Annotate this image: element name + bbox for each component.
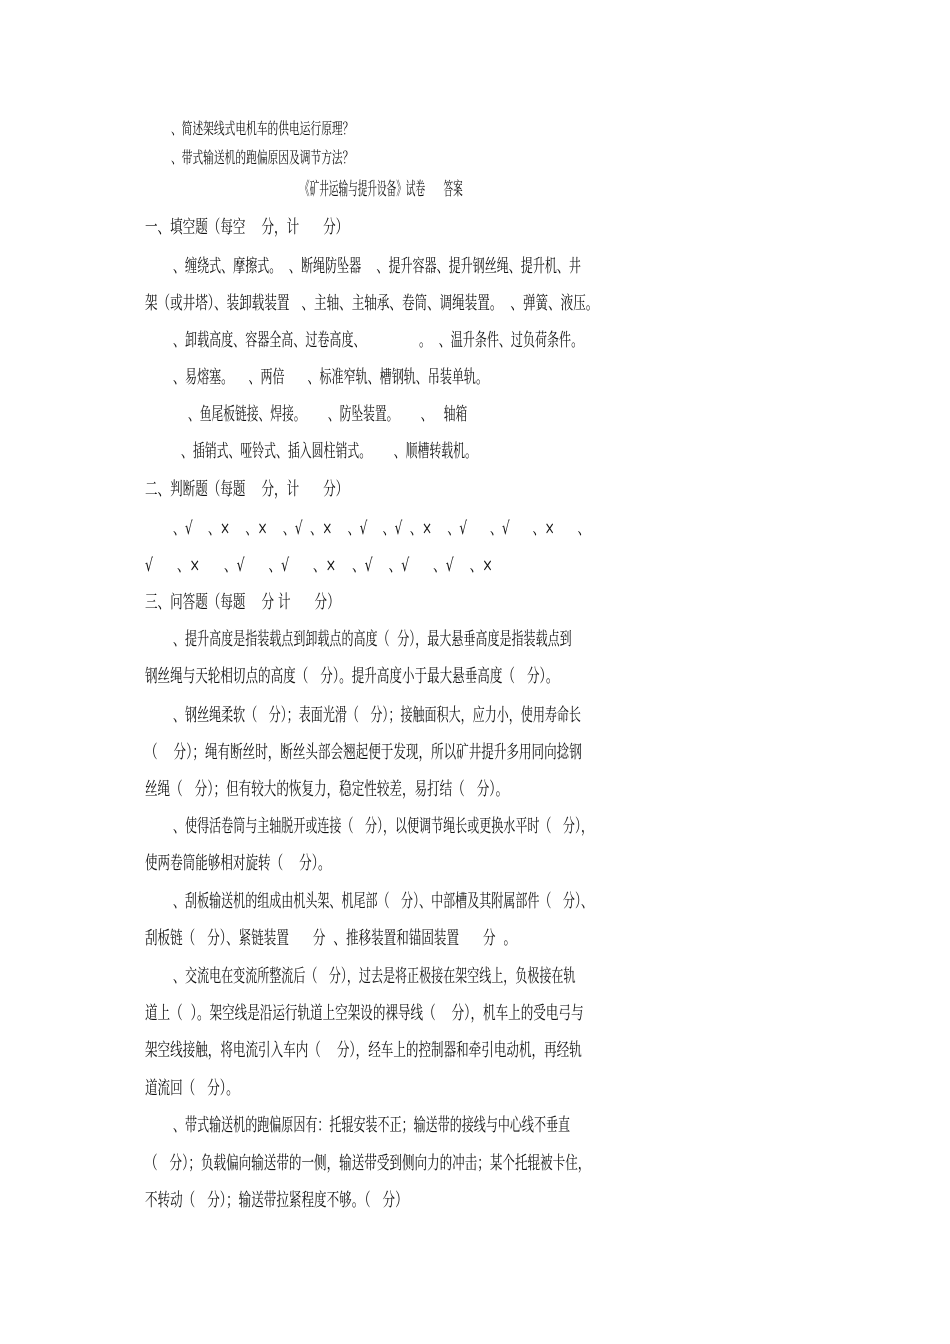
answer-line: （ 分）；绳有断丝时，断丝头部会翘起便于发现，所以矿井提升多用同向捻钢 xyxy=(145,742,582,763)
question-line: 、带式输送机的跑偏原因及调节方法？ xyxy=(171,148,354,167)
answer-line: 钢丝绳与天轮相切点的高度（ 分）。提升高度小于最大悬垂高度（ 分）。 xyxy=(145,666,559,687)
answer-line: √ 、× 、√ 、√ 、× 、√ 、√ 、√ 、× xyxy=(145,555,493,576)
answer-line: 道上（ ）。架空线是沿运行轨道上空架设的裸导线（ 分），机车上的受电弓与 xyxy=(145,1003,584,1024)
answer-line: 、带式输送机的跑偏原因有：托辊安装不正；输送带的接线与中心线不垂直 xyxy=(173,1115,571,1136)
answer-line: 、提升高度是指装载点到卸载点的高度（ 分），最大悬垂高度是指装载点到 xyxy=(173,629,572,650)
answer-line: 、卸载高度、容器全高、过卷高度、 。 、温升条件、过负荷条件。 xyxy=(173,330,584,351)
answer-line: 、钢丝绳柔软（ 分）；表面光滑（ 分）；接触面积大，应力小，使用寿命长 xyxy=(173,705,581,726)
section-heading-fill-in: 一、填空题（每空 分，计 分） xyxy=(145,217,349,238)
answer-line: 、缠绕式、摩擦式。 、断绳防坠器 、提升容器、提升钢丝绳、提升机、井 xyxy=(173,256,581,277)
answer-line: 架（或井塔）、装卸载装置 、主轴、主轴承、卷筒、调绳装置。 、弹簧、液压。 xyxy=(145,293,599,314)
answer-line: 道流回（ 分）。 xyxy=(145,1078,239,1099)
answer-line: 不转动（ 分）；输送带拉紧程度不够。（ 分） xyxy=(145,1190,408,1211)
answer-line: （ 分）；负载偏向输送带的一侧，输送带受到侧向力的冲击；某个托辊被卡住， xyxy=(145,1153,591,1174)
answer-line: 、鱼尾板链接、焊接。 、防坠装置。 、 轴箱 xyxy=(188,404,468,425)
answer-line: 、易熔塞。 、两倍 、标准窄轨、槽钢轨、吊装单轨。 xyxy=(173,367,488,388)
section-heading-short-answer: 三、问答题（每题 分 计 分） xyxy=(145,592,340,613)
answer-line: 刮板链（ 分）、紧链装置 分 、推移装置和锚固装置 分 。 xyxy=(145,928,517,949)
answer-line: 、交流电在变流所整流后（ 分），过去是将正极接在架空线上，负极接在轨 xyxy=(173,966,576,987)
section-heading-true-false: 二、判断题（每题 分，计 分） xyxy=(145,479,349,500)
answer-line: 、插销式、哑铃式、插入圆柱销式。 、顺槽转载机。 xyxy=(181,441,477,462)
answer-line: 、刮板输送机的组成由机头架、机尾部（ 分）、中部槽及其附属部件（ 分）、 xyxy=(173,891,593,912)
answer-line: 、√ 、× 、× 、√ 、× 、√ 、√ 、× 、√ 、√ 、× 、 xyxy=(173,518,590,539)
answer-line: 架空线接触，将电流引入车内（ 分），经车上的控制器和牵引电动机，再经轨 xyxy=(145,1040,582,1061)
question-line: 、简述架线式电机车的供电运行原理？ xyxy=(171,119,354,138)
answer-title: 《矿井运输与提升设备》试卷 答案 xyxy=(300,179,463,200)
answer-line: 、使得活卷筒与主轴脱开或连接（ 分），以便调节绳长或更换水平时（ 分）， xyxy=(173,816,593,837)
answer-line: 使两卷筒能够相对旋转（ 分）。 xyxy=(145,853,331,874)
answer-line: 丝绳（ 分）；但有较大的恢复力，稳定性较差，易打结（ 分）。 xyxy=(145,779,509,800)
